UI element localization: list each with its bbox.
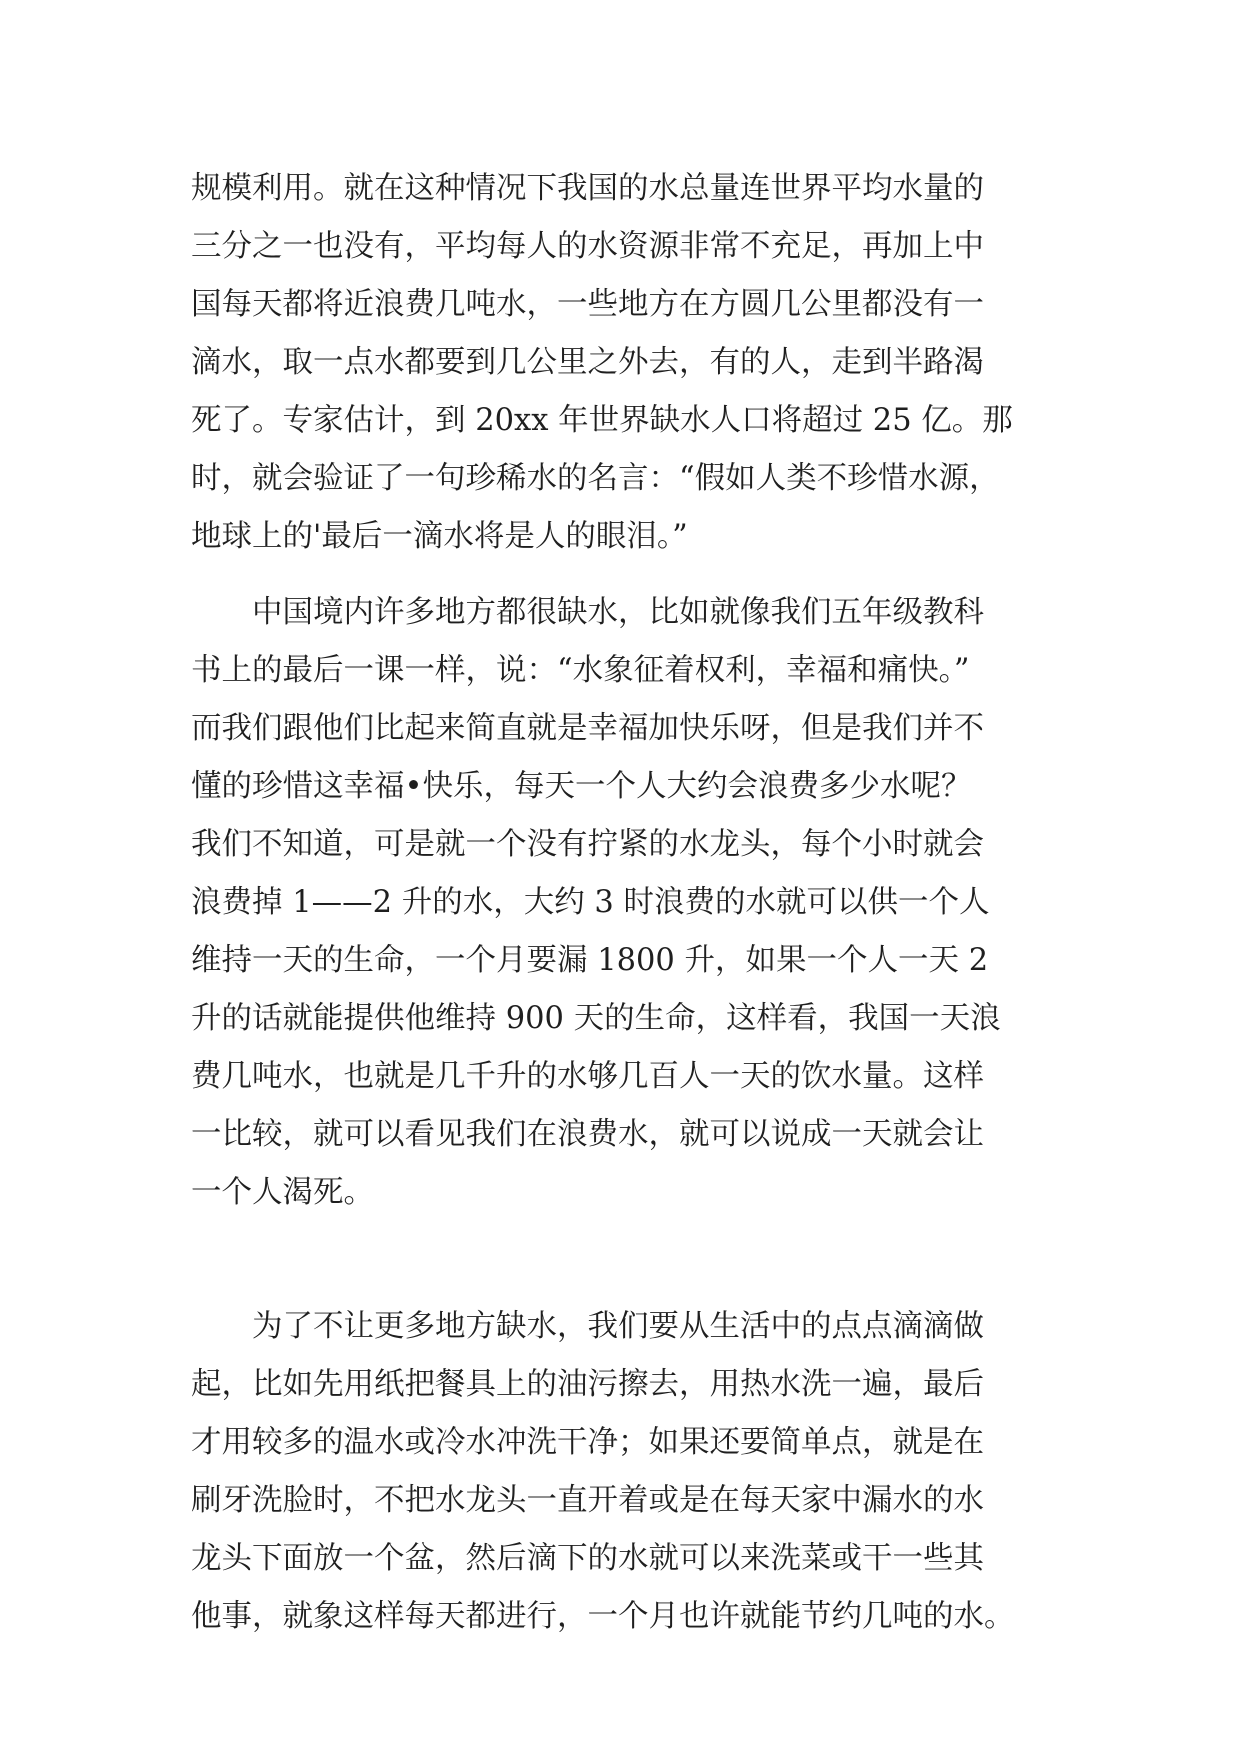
text-line: 升的话就能提供他维持 900 天的生命，这样看，我国一天浪 bbox=[191, 1001, 1001, 1036]
paragraph-2 bbox=[191, 584, 1051, 1280]
text-line: 费几吨水，也就是几千升的水够几百人一天的饮水量。这样 bbox=[191, 1059, 984, 1094]
text-line: 维持一天的生命，一个月要漏 1800 升，如果一个人一天 2 bbox=[191, 943, 989, 978]
paragraph-1 bbox=[191, 160, 1051, 566]
text-line: 三分之一也没有，平均每人的水资源非常不充足，再加上中 bbox=[191, 229, 984, 264]
text-line bbox=[191, 1222, 1051, 1280]
text-line: 才用较多的温水或冷水冲洗干净；如果还要简单点，就是在 bbox=[191, 1425, 984, 1460]
text-line: 为了不让更多地方缺水，我们要从生活中的点点滴滴做 bbox=[191, 1309, 984, 1344]
text-line: 浪费掉 1——2 升的水，大约 3 时浪费的水就可以供一个人 bbox=[191, 885, 990, 920]
text-line: 中国境内许多地方都很缺水，比如就像我们五年级教科 bbox=[191, 595, 984, 630]
body-text bbox=[191, 160, 1051, 1646]
text-line: 龙头下面放一个盆，然后滴下的水就可以来洗菜或干一些其 bbox=[191, 1541, 984, 1576]
text-line: 滴水，取一点水都要到几公里之外去，有的人，走到半路渴 bbox=[191, 345, 984, 380]
text-line: 死了。专家估计，到 20xx 年世界缺水人口将超过 25 亿。那 bbox=[191, 403, 1013, 438]
text-line: 刷牙洗脸时，不把水龙头一直开着或是在每天家中漏水的水 bbox=[191, 1483, 984, 1518]
text-line: 地球上的'最后一滴水将是人的眼泪。” bbox=[191, 519, 688, 554]
paragraph-3 bbox=[191, 1298, 1051, 1646]
text-line: 起，比如先用纸把餐具上的油污擦去，用热水洗一遍，最后 bbox=[191, 1367, 984, 1402]
text-line: 书上的最后一课一样，说：“水象征着权利，幸福和痛快。” bbox=[191, 653, 970, 688]
text-line: 我们不知道，可是就一个没有拧紧的水龙头，每个小时就会 bbox=[191, 827, 984, 862]
text-line: 一个人渴死。 bbox=[191, 1175, 374, 1210]
text-line: 而我们跟他们比起来简直就是幸福加快乐呀，但是我们并不 bbox=[191, 711, 984, 746]
text-line: 时，就会验证了一句珍稀水的名言：“假如人类不珍惜水源， bbox=[191, 461, 1000, 496]
paragraph-spacer bbox=[191, 566, 1051, 584]
text-line: 他事，就象这样每天都进行，一个月也许就能节约几吨的水。 bbox=[191, 1599, 1015, 1634]
paragraph-spacer bbox=[191, 1280, 1051, 1298]
text-line: 一比较，就可以看见我们在浪费水，就可以说成一天就会让 bbox=[191, 1117, 984, 1152]
text-line: 规模利用。就在这种情况下我国的水总量连世界平均水量的 bbox=[191, 171, 984, 206]
text-line: 懂的珍惜这幸福•快乐，每天一个人大约会浪费多少水呢？ bbox=[191, 769, 972, 804]
text-line: 国每天都将近浪费几吨水，一些地方在方圆几公里都没有一 bbox=[191, 287, 984, 322]
